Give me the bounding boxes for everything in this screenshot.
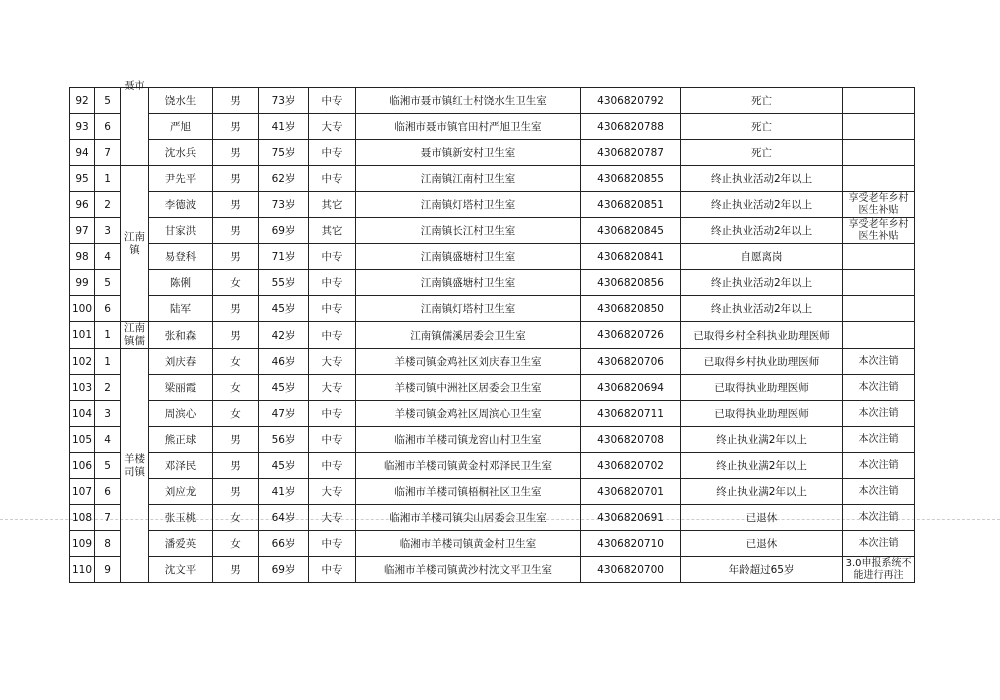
cell-no: 103 [70, 375, 95, 401]
cell-code: 4306820708 [581, 427, 681, 453]
cell-age: 69岁 [259, 557, 309, 583]
cell-gender: 男 [213, 192, 259, 218]
table-row [70, 296, 915, 322]
cell-age: 45岁 [259, 375, 309, 401]
cell-age: 45岁 [259, 296, 309, 322]
town-label-cut: 聂市 [124, 81, 145, 92]
cell-clinic: 聂市镇新安村卫生室 [356, 140, 581, 166]
cell-age: 69岁 [259, 218, 309, 244]
cell-edu: 中专 [309, 322, 356, 349]
cell-code: 4306820850 [581, 296, 681, 322]
cell-name: 刘庆春 [149, 349, 213, 375]
cell-status: 终止执业满2年以上 [681, 427, 843, 453]
cell-note: 本次注销 [843, 505, 915, 531]
cell-note: 本次注销 [843, 401, 915, 427]
roster-body [70, 81, 915, 583]
cell-note: 本次注销 [843, 531, 915, 557]
cell-name: 沈文平 [149, 557, 213, 583]
cell-edu: 中专 [309, 453, 356, 479]
cell-seq: 4 [95, 244, 121, 270]
cell-seq: 5 [95, 453, 121, 479]
cell-clinic: 临湘市羊楼司镇黄沙村沈文平卫生室 [356, 557, 581, 583]
cell-no: 105 [70, 427, 95, 453]
cell-note: 3.0申报系统不能进行再注 [843, 557, 915, 583]
cell-clinic: 临湘市聂市镇官田村严旭卫生室 [356, 114, 581, 140]
cell-gender: 女 [213, 375, 259, 401]
table-row [70, 427, 915, 453]
cell-seq: 6 [95, 114, 121, 140]
cell-age: 41岁 [259, 114, 309, 140]
cell-note [843, 88, 915, 114]
cell-edu: 中专 [309, 140, 356, 166]
cell-gender: 女 [213, 505, 259, 531]
town-cell [121, 81, 149, 166]
cell-age: 47岁 [259, 401, 309, 427]
cell-note: 享受老年乡村医生补贴 [843, 218, 915, 244]
cell-edu: 大专 [309, 375, 356, 401]
cell-edu: 中专 [309, 401, 356, 427]
cell-no: 98 [70, 244, 95, 270]
cell-age: 56岁 [259, 427, 309, 453]
cell-no: 94 [70, 140, 95, 166]
table-row [70, 505, 915, 531]
cell-gender: 男 [213, 453, 259, 479]
table-row [70, 140, 915, 166]
village-doctor-roster-table [69, 81, 915, 583]
cell-status: 终止执业活动2年以上 [681, 192, 843, 218]
cell-gender: 男 [213, 166, 259, 192]
cell-code: 4306820726 [581, 322, 681, 349]
cell-status: 终止执业活动2年以上 [681, 270, 843, 296]
cell-status: 死亡 [681, 114, 843, 140]
cell-no: 110 [70, 557, 95, 583]
cell-edu: 其它 [309, 218, 356, 244]
cell-clinic: 临湘市羊楼司镇黄金村卫生室 [356, 531, 581, 557]
cell-seq: 5 [95, 88, 121, 114]
cell-status: 已取得执业助理医师 [681, 401, 843, 427]
cell-clinic: 江南镇长江村卫生室 [356, 218, 581, 244]
cell-no: 95 [70, 166, 95, 192]
cell-clinic: 羊楼司镇金鸡社区刘庆春卫生室 [356, 349, 581, 375]
cell-status: 已退休 [681, 505, 843, 531]
cell-name: 张和森 [149, 322, 213, 349]
cell-note: 本次注销 [843, 375, 915, 401]
cell-code: 4306820792 [581, 88, 681, 114]
table-row [70, 401, 915, 427]
cell-no: 104 [70, 401, 95, 427]
cell-age: 73岁 [259, 192, 309, 218]
cell-note [843, 244, 915, 270]
cell-name: 张玉桃 [149, 505, 213, 531]
town-cell: 羊楼司镇 [121, 349, 149, 583]
cell-code: 4306820851 [581, 192, 681, 218]
cell-note [843, 114, 915, 140]
table-row [70, 557, 915, 583]
cell-gender: 女 [213, 270, 259, 296]
cell-name: 李德波 [149, 192, 213, 218]
cell-seq: 3 [95, 401, 121, 427]
cell-no: 106 [70, 453, 95, 479]
cell-code: 4306820855 [581, 166, 681, 192]
cell-no: 93 [70, 114, 95, 140]
cell-seq: 5 [95, 270, 121, 296]
cell-edu: 其它 [309, 192, 356, 218]
cell-status: 自愿离岗 [681, 244, 843, 270]
cell-name: 熊正球 [149, 427, 213, 453]
cell-gender: 男 [213, 88, 259, 114]
cell-status: 已取得乡村执业助理医师 [681, 349, 843, 375]
town-cell: 江南镇 [121, 166, 149, 322]
cell-name: 梁丽霞 [149, 375, 213, 401]
cell-edu: 大专 [309, 349, 356, 375]
cell-edu: 中专 [309, 296, 356, 322]
cell-gender: 男 [213, 557, 259, 583]
cell-gender: 男 [213, 427, 259, 453]
cell-name: 邓泽民 [149, 453, 213, 479]
cell-name: 周滨心 [149, 401, 213, 427]
cell-seq: 6 [95, 479, 121, 505]
cell-seq: 7 [95, 140, 121, 166]
cell-status: 年龄超过65岁 [681, 557, 843, 583]
cell-edu: 中专 [309, 557, 356, 583]
cell-clinic: 临湘市聂市镇红士村饶水生卫生室 [356, 88, 581, 114]
cell-edu: 中专 [309, 166, 356, 192]
cell-status: 终止执业活动2年以上 [681, 296, 843, 322]
cell-note [843, 166, 915, 192]
cell-status: 终止执业活动2年以上 [681, 166, 843, 192]
cell-note: 本次注销 [843, 479, 915, 505]
cell-seq: 3 [95, 218, 121, 244]
cell-code: 4306820841 [581, 244, 681, 270]
cell-clinic: 江南镇灯塔村卫生室 [356, 192, 581, 218]
table-row [70, 114, 915, 140]
cell-note: 本次注销 [843, 427, 915, 453]
cell-no: 101 [70, 322, 95, 349]
cell-code: 4306820700 [581, 557, 681, 583]
cell-clinic: 临湘市羊楼司镇尖山居委会卫生室 [356, 505, 581, 531]
cell-clinic: 江南镇盛塘村卫生室 [356, 244, 581, 270]
cell-edu: 大专 [309, 479, 356, 505]
cell-no: 100 [70, 296, 95, 322]
cell-seq: 2 [95, 192, 121, 218]
table-row [70, 531, 915, 557]
table-row [70, 192, 915, 218]
cell-edu: 大专 [309, 114, 356, 140]
cell-clinic: 临湘市羊楼司镇梧桐社区卫生室 [356, 479, 581, 505]
cell-gender: 男 [213, 218, 259, 244]
cell-status: 已退休 [681, 531, 843, 557]
cell-status: 终止执业活动2年以上 [681, 218, 843, 244]
cell-name: 潘爱英 [149, 531, 213, 557]
cell-seq: 7 [95, 505, 121, 531]
cell-seq: 2 [95, 375, 121, 401]
cell-clinic: 江南镇灯塔村卫生室 [356, 296, 581, 322]
cell-code: 4306820706 [581, 349, 681, 375]
table-row [70, 166, 915, 192]
cell-name: 尹先平 [149, 166, 213, 192]
cell-name: 甘家洪 [149, 218, 213, 244]
cell-code: 4306820691 [581, 505, 681, 531]
cell-clinic: 临湘市羊楼司镇黄金村邓泽民卫生室 [356, 453, 581, 479]
cell-gender: 男 [213, 114, 259, 140]
cell-status: 死亡 [681, 88, 843, 114]
cell-name: 饶水生 [149, 88, 213, 114]
table-row [70, 375, 915, 401]
cell-code: 4306820788 [581, 114, 681, 140]
cell-clinic: 临湘市羊楼司镇龙窖山村卫生室 [356, 427, 581, 453]
cell-status: 已取得乡村全科执业助理医师 [681, 322, 843, 349]
cell-name: 严旭 [149, 114, 213, 140]
cell-code: 4306820701 [581, 479, 681, 505]
cell-age: 64岁 [259, 505, 309, 531]
cell-no: 96 [70, 192, 95, 218]
cell-gender: 男 [213, 244, 259, 270]
cell-note [843, 296, 915, 322]
cell-note [843, 322, 915, 349]
cell-edu: 中专 [309, 88, 356, 114]
cell-clinic: 江南镇儒溪居委会卫生室 [356, 322, 581, 349]
cell-gender: 男 [213, 479, 259, 505]
cell-gender: 男 [213, 296, 259, 322]
cell-seq: 6 [95, 296, 121, 322]
cell-note: 本次注销 [843, 349, 915, 375]
cell-no: 97 [70, 218, 95, 244]
cell-status: 终止执业满2年以上 [681, 479, 843, 505]
cell-gender: 女 [213, 531, 259, 557]
cell-edu: 中专 [309, 427, 356, 453]
table-row [70, 349, 915, 375]
cell-seq: 1 [95, 349, 121, 375]
cell-status: 终止执业满2年以上 [681, 453, 843, 479]
cell-note [843, 140, 915, 166]
cell-no: 108 [70, 505, 95, 531]
cell-name: 陆军 [149, 296, 213, 322]
cell-note: 享受老年乡村医生补贴 [843, 192, 915, 218]
cell-code: 4306820710 [581, 531, 681, 557]
cell-age: 46岁 [259, 349, 309, 375]
cell-age: 45岁 [259, 453, 309, 479]
cell-seq: 9 [95, 557, 121, 583]
cell-no: 92 [70, 88, 95, 114]
cell-age: 42岁 [259, 322, 309, 349]
cell-age: 73岁 [259, 88, 309, 114]
cell-age: 66岁 [259, 531, 309, 557]
cell-code: 4306820702 [581, 453, 681, 479]
cell-status: 死亡 [681, 140, 843, 166]
cell-no: 102 [70, 349, 95, 375]
cell-code: 4306820845 [581, 218, 681, 244]
cell-name: 刘应龙 [149, 479, 213, 505]
table-row [70, 453, 915, 479]
cell-clinic: 羊楼司镇金鸡社区周滨心卫生室 [356, 401, 581, 427]
cell-no: 109 [70, 531, 95, 557]
cell-name: 易登科 [149, 244, 213, 270]
cell-edu: 中专 [309, 244, 356, 270]
table-row [70, 270, 915, 296]
cell-edu: 大专 [309, 505, 356, 531]
cell-gender: 男 [213, 140, 259, 166]
cell-seq: 4 [95, 427, 121, 453]
cell-clinic: 江南镇江南村卫生室 [356, 166, 581, 192]
town-cell: 江南镇儒 [121, 322, 149, 349]
table-row [70, 322, 915, 349]
cell-seq: 8 [95, 531, 121, 557]
cell-no: 107 [70, 479, 95, 505]
cell-edu: 中专 [309, 270, 356, 296]
cell-clinic: 江南镇盛塘村卫生室 [356, 270, 581, 296]
cell-age: 62岁 [259, 166, 309, 192]
cell-age: 55岁 [259, 270, 309, 296]
cell-status: 已取得执业助理医师 [681, 375, 843, 401]
table-row [70, 244, 915, 270]
cell-gender: 女 [213, 401, 259, 427]
cell-clinic: 羊楼司镇中洲社区居委会卫生室 [356, 375, 581, 401]
cell-gender: 女 [213, 349, 259, 375]
cell-code: 4306820787 [581, 140, 681, 166]
table-row [70, 479, 915, 505]
cell-name: 沈水兵 [149, 140, 213, 166]
cell-seq: 1 [95, 166, 121, 192]
cell-code: 4306820856 [581, 270, 681, 296]
cell-age: 41岁 [259, 479, 309, 505]
table-row [70, 218, 915, 244]
cell-age: 75岁 [259, 140, 309, 166]
cell-edu: 中专 [309, 531, 356, 557]
cell-note: 本次注销 [843, 453, 915, 479]
table-row [70, 88, 915, 114]
cell-age: 71岁 [259, 244, 309, 270]
cell-note [843, 270, 915, 296]
cell-name: 陈俐 [149, 270, 213, 296]
cell-gender: 男 [213, 322, 259, 349]
cell-code: 4306820694 [581, 375, 681, 401]
cell-no: 99 [70, 270, 95, 296]
cell-code: 4306820711 [581, 401, 681, 427]
cell-seq: 1 [95, 322, 121, 349]
